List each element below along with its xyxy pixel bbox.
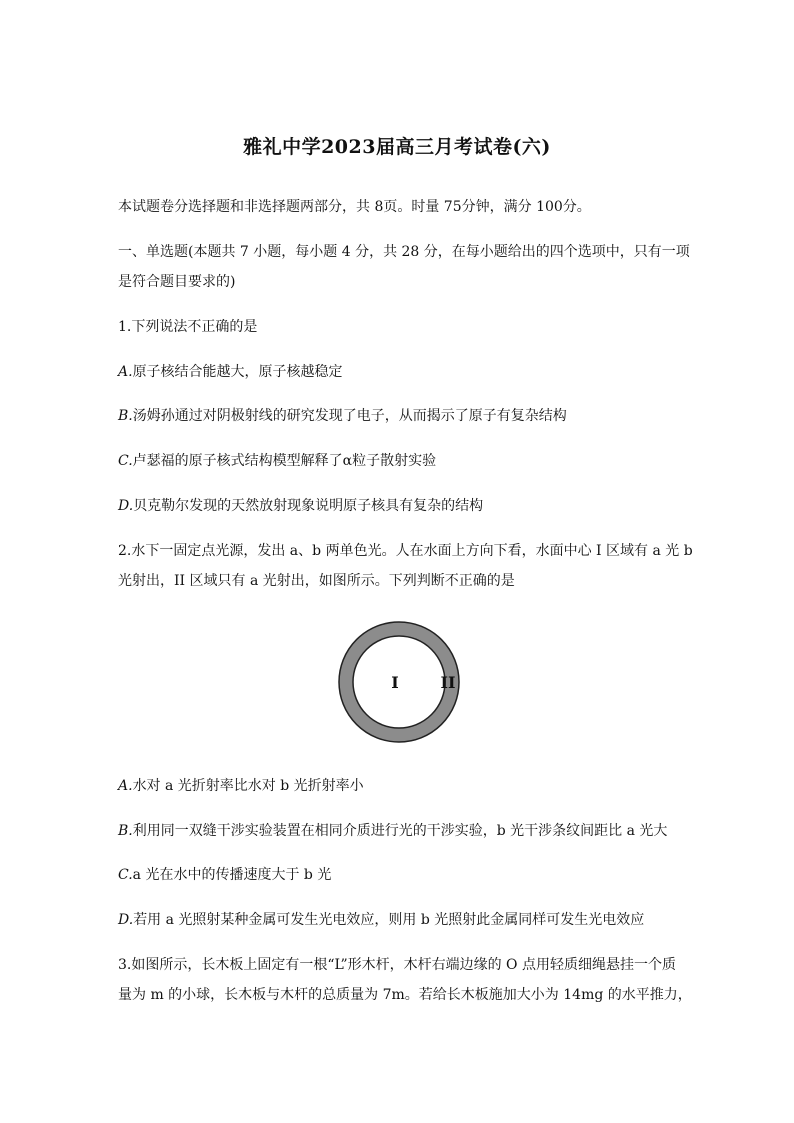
water-surface-ring-figure xyxy=(337,620,461,744)
question-1-option-d xyxy=(118,496,688,516)
ring-diagram xyxy=(337,620,461,744)
section-heading-line1: 一、单选题(本题共 7 小题，每小题 4 分，共 28 分，在每小题给出的四个选项中，只有一项 xyxy=(118,244,690,260)
intro-text: 本试题卷分选择题和非选择题两部分，共 8页。时量 75分钟，满分 100分。 xyxy=(118,199,591,215)
region-i-label: I xyxy=(391,673,399,692)
option-text: 贝克勒尔发现的天然放射现象说明原子核具有复杂的结构 xyxy=(133,498,484,514)
option-text: 若用 a 光照射某种金属可发生光电效应，则用 b 光照射此金属同样可发生光电效应 xyxy=(133,912,645,928)
option-text: 水对 a 光折射率比水对 b 光折射率小 xyxy=(132,778,364,794)
option-letter: B. xyxy=(118,823,133,839)
question-1-option-c xyxy=(118,451,688,471)
option-text: 卢瑟福的原子核式结构模型解释了α粒子散射实验 xyxy=(132,453,437,469)
option-letter: D. xyxy=(118,498,134,514)
question-1-option-b xyxy=(118,406,688,426)
option-text: 利用同一双缝干涉实验装置在相同介质进行光的干涉实验，b 光干涉条纹间距比 a 光大 xyxy=(132,823,668,839)
option-text: a 光在水中的传播速度大于 b 光 xyxy=(132,867,332,883)
option-letter: D. xyxy=(118,912,134,928)
question-3-stem-line2: 量为 m 的小球，长木板与木杆的总质量为 7m。若给长木板施加大小为 14mg 的水平推力， xyxy=(118,987,692,1003)
question-2-option-c xyxy=(118,865,688,885)
region-ii-label: II xyxy=(440,673,456,692)
question-1-option-a xyxy=(118,362,688,382)
question-2-option-a xyxy=(118,776,688,796)
page-title: 雅礼中学2023届高三月考试卷(六) xyxy=(243,136,551,158)
option-text: 汤姆孙通过对阴极射线的研究发现了电子，从而揭示了原子有复杂结构 xyxy=(132,408,567,424)
question-2-stem-line2: 光射出，II 区域只有 a 光射出，如图所示。下列判断不正确的是 xyxy=(118,573,515,589)
question-2-option-d xyxy=(118,910,688,930)
question-3-stem-line1: 3.如图所示，长木板上固定有一根“L”形木杆，木杆右端边缘的 O 点用轻质细绳悬挂一个质 xyxy=(118,957,676,973)
question-2-option-b xyxy=(118,821,688,841)
option-letter: B. xyxy=(118,408,133,424)
option-letter: C. xyxy=(118,453,133,469)
option-letter: C. xyxy=(118,867,133,883)
section-heading-line2: 是符合题目要求的) xyxy=(118,274,236,290)
question-1-stem: 1.下列说法不正确的是 xyxy=(118,319,258,335)
question-2-stem-line1: 2.水下一固定点光源，发出 a、b 两单色光。人在水面上方向下看，水面中心 I 区域有 a 光 b xyxy=(118,543,693,559)
option-letter: A. xyxy=(118,364,133,380)
option-text: 原子核结合能越大，原子核越稳定 xyxy=(132,364,343,380)
option-letter: A. xyxy=(118,778,133,794)
region-i-disc xyxy=(353,636,445,728)
